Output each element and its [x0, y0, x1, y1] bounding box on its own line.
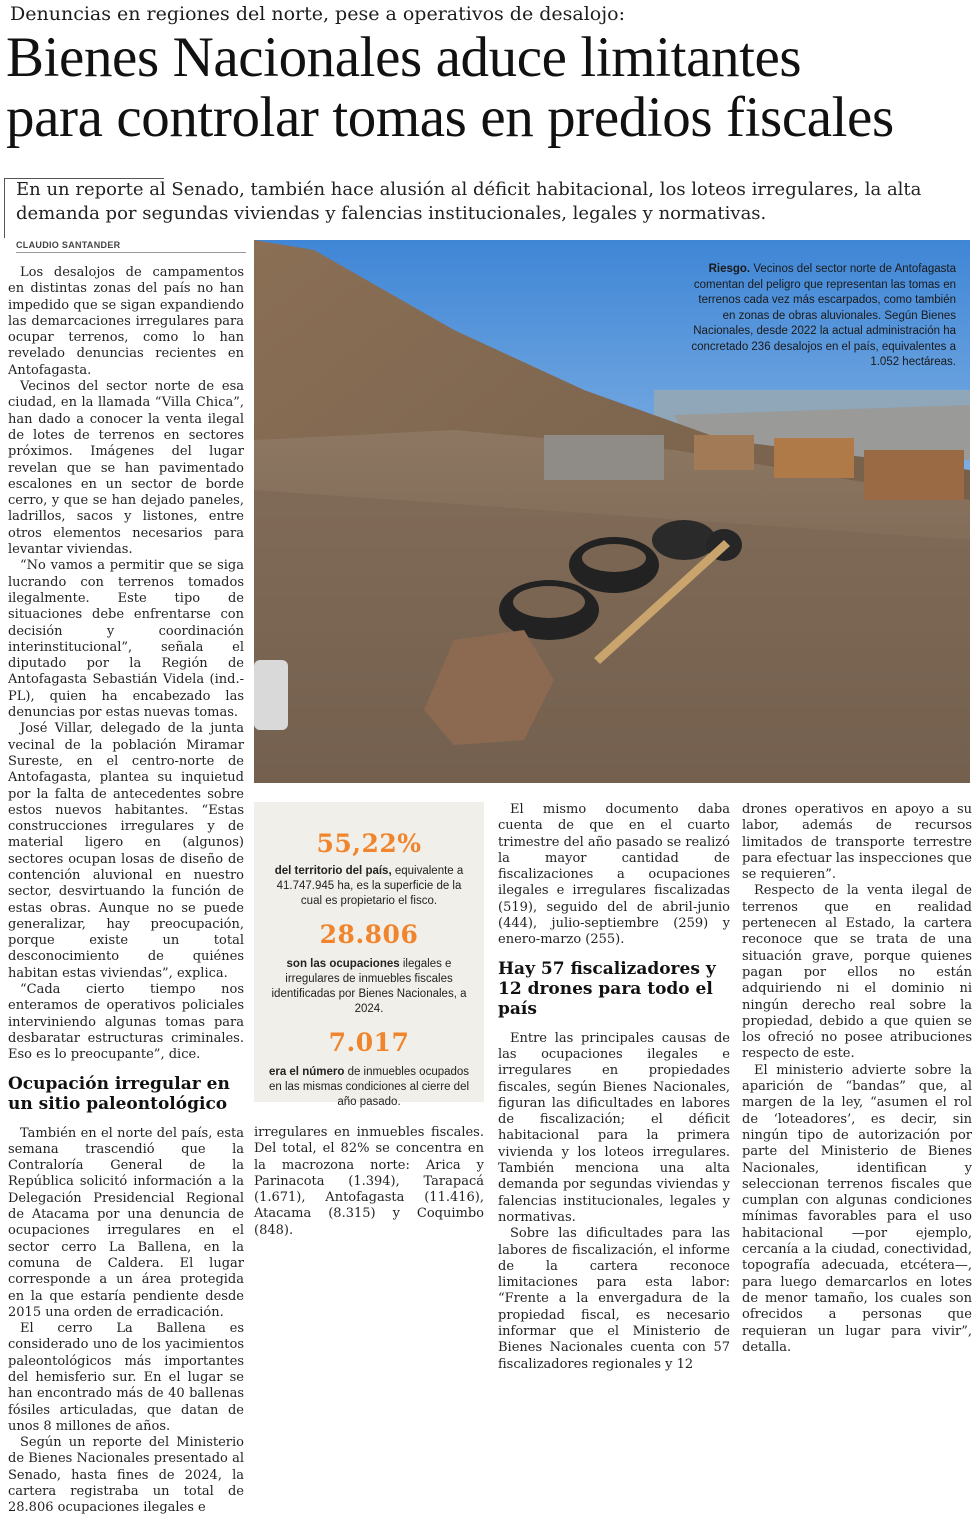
fact-number: 7.017 — [328, 1028, 410, 1057]
paragraph: “Cada cierto tiempo nos enteramos de operativos policiales interviniendo algunas tomas para desbaratar estructuras criminales. Eso es lo preocupante”, dice. — [8, 982, 244, 1063]
paragraph: Sobre las dificultades para las labores de fiscalización, el informe de la cartera reconoce limitaciones para esta labor: “Frente a la envergadura de la propiedad fiscal, es necesario informar que el Ministerio de Bienes Nacionales cuenta con 57 fiscalizadores regionales y 12 — [498, 1226, 730, 1372]
paragraph: Los desalojos de campamentos en distintas zonas del país no han impedido que se sigan expandiendo las demarcaciones irregulares para ocupar terrenos, como lo han revelado denuncias recientes en Antofagasta. — [8, 265, 244, 378]
paragraph: “No vamos a permitir que se siga lucrando con terrenos tomados ilegalmente. Este tipo de situaciones debe enfrentarse con decisión y coordinación interinstitucional”, señala el diputado por la Región de Antofagasta Sebastián Videla (ind.-PL), quien ha encabezado las denuncias por estas nuevas tomas. — [8, 558, 244, 721]
headline — [6, 28, 978, 148]
subheading: Hay 57 fiscalizadores y 12 drones para todo el país — [498, 958, 716, 1019]
fact-bold: son las ocupaciones — [286, 958, 400, 970]
fact-box — [254, 802, 484, 1108]
caption-label: Riesgo. — [708, 263, 751, 275]
column-4 — [742, 802, 972, 1356]
paragraph: Respecto de la venta ilegal de terrenos que en realidad pertenecen al Estado, la cartera reconoce que se trata de una situación grave, porque quienes pagan por ellos no están adquiriendo ni el dominio ni ningún derecho real sobre la propiedad, debido a que quien se los ofreció no posee atribuciones respecto de este. — [742, 883, 972, 1062]
paragraph: drones operativos en apoyo a su labor, además de recursos limitados de transporte terrestre para efectuar las inspecciones que se requieren”. — [742, 802, 972, 883]
paragraph: El mismo documento daba cuenta de que en el cuarto trimestre del año pasado se realizó la mayor cantidad de fiscalizaciones a ocupaciones ilegales e irregulares fiscalizadas (519), seguido del de abril-junio (444), julio-septiembre (259) y enero-marzo (255). — [498, 802, 730, 948]
headline-line-1: Bienes Nacionales aduce limitantes — [6, 26, 802, 89]
paragraph: Vecinos del sector norte de esa ciudad, en la llamada “Villa Chica”, han dado a conocer la venta ilegal de lotes de terrenos en sectores próximos. Imágenes del lugar revelan que se han pavimentado escalones en un sector de borde cerro, y que se han dejado paneles, ladrillos, sacos y listones, entre otros elementos necesarios para levantar viviendas. — [8, 379, 244, 558]
paragraph: Según un reporte del Ministerio de Bienes Nacionales presentado al Senado, hasta fines de 2024, la cartera registraba un total de 28.806 ocupaciones ilegales e — [8, 1435, 244, 1516]
kicker: Denuncias en regiones del norte, pese a operativos de desalojo: — [10, 3, 625, 25]
deck: En un reporte al Senado, también hace alusión al déficit habitacional, los loteos irregulares, la alta demanda por segundas viviendas y falencias institucionales, legales y normativas. — [16, 179, 922, 224]
fact-rest: ilegales e irregulares de inmuebles fiscales identificadas por Bienes Nacionales, a 2024. — [271, 958, 467, 1015]
photo-caption — [686, 262, 956, 371]
subheading: Ocupación irregular en un sitio paleontológico — [8, 1073, 230, 1114]
fact-bold: del territorio del país, — [274, 865, 392, 877]
column-2 — [254, 1125, 484, 1239]
fact-bold: era el número — [268, 1066, 345, 1078]
column-1 — [8, 265, 244, 1517]
photo — [254, 240, 970, 783]
fact-text — [254, 1065, 484, 1110]
deck-rule-vertical — [4, 178, 5, 238]
fact-rest: equivalente a 41.747.945 ha, es la superficie de la cual es propietario el fisco. — [276, 865, 464, 907]
paragraph: José Villar, delegado de la junta vecinal de la población Miramar Sureste, en el centro-norte de Antofagasta, plantea su inquietud por la falta de antecedentes sobre estos nuevos habitantes. “Estas construcciones irregulares y de material ligero en (algunos) sectores ocupan losas de diseño de contención aluvional en nuestro sector, desvirtuando la función de estas obras. Aunque no se puede generalizar, hay preocupación, porque existe un total desconocimiento de quiénes habitan estas viviendas”, explica. — [8, 721, 244, 981]
headline-line-2: para controlar tomas en predios fiscales — [6, 86, 894, 149]
paragraph: Entre las principales causas de las ocupaciones ilegales e irregulares en propiedades fiscales, según Bienes Nacionales, figuran las dificultades en labores de fiscalización; el déficit habitacional para la primera vivienda y los loteos irregulares. También menciona una alta demanda por segundas viviendas y falencias institucionales, legales y normativas. — [498, 1030, 730, 1225]
fact-number: 55,22% — [316, 829, 422, 858]
paragraph: El cerro La Ballena es considerado uno de los yacimientos paleontológicos más importantes del hemisferio sur. En el lugar se han encontrado más de 40 ballenas fósiles articuladas, que datan de unos 8 millones de años. — [8, 1321, 244, 1434]
fact-text — [254, 957, 484, 1017]
column-3 — [498, 802, 730, 1373]
fact-text — [254, 864, 484, 909]
paragraph: También en el norte del país, esta semana trascendió que la Contraloría General de la República solicitó información a la Delegación Presidencial Regional de Atacama por una denuncia de ocupaciones irregulares en el sector cerro La Ballena, en la comuna de Caldera. El lugar corresponde a un área protegida en la que estaría pendiente desde 2015 una orden de erradicación. — [8, 1125, 244, 1320]
caption-text: Vecinos del sector norte de Antofagasta comentan del peligro que representan las tomas en terrenos cada vez más escarpados, como también en zonas de obras aluvionales. Según Bienes Nacionales, desde 2022 la actual administración ha concretado 236 desalojos en el país, equivalentes a 1.052 hectáreas. — [691, 263, 956, 368]
fact-number: 28.806 — [319, 920, 419, 949]
fact-rest: de inmuebles ocupados en las mismas condiciones al cierre del año pasado. — [268, 1066, 470, 1108]
paragraph: El ministerio advierte sobre la aparición de “bandas” que, al margen de la ley, “asumen el rol de ‘loteadores’, es decir, sin ningún tipo de autorización por parte del Ministerio de Bienes Nacionales, identifican y seleccionan terrenos fiscales que cumplan con algunas condiciones mínimas favorables para el uso habitacional —por ejemplo, cercanía a la ciudad, conectividad, topografía adecuada, etcétera—, para luego demarcarlos en lotes de menor tamaño, los cuales son ofrecidos a personas que requieran un lugar para vivir”, detalla. — [742, 1062, 972, 1355]
byline: CLAUDIO SANTANDER — [16, 240, 246, 253]
paragraph: irregulares en inmuebles fiscales. Del total, el 82% se concentra en la macrozona norte: Arica y Parinacota (1.394), Tarapacá (1.671), Antofagasta (11.416), Atacama (8.315) y Coquimbo (848). — [254, 1125, 484, 1238]
